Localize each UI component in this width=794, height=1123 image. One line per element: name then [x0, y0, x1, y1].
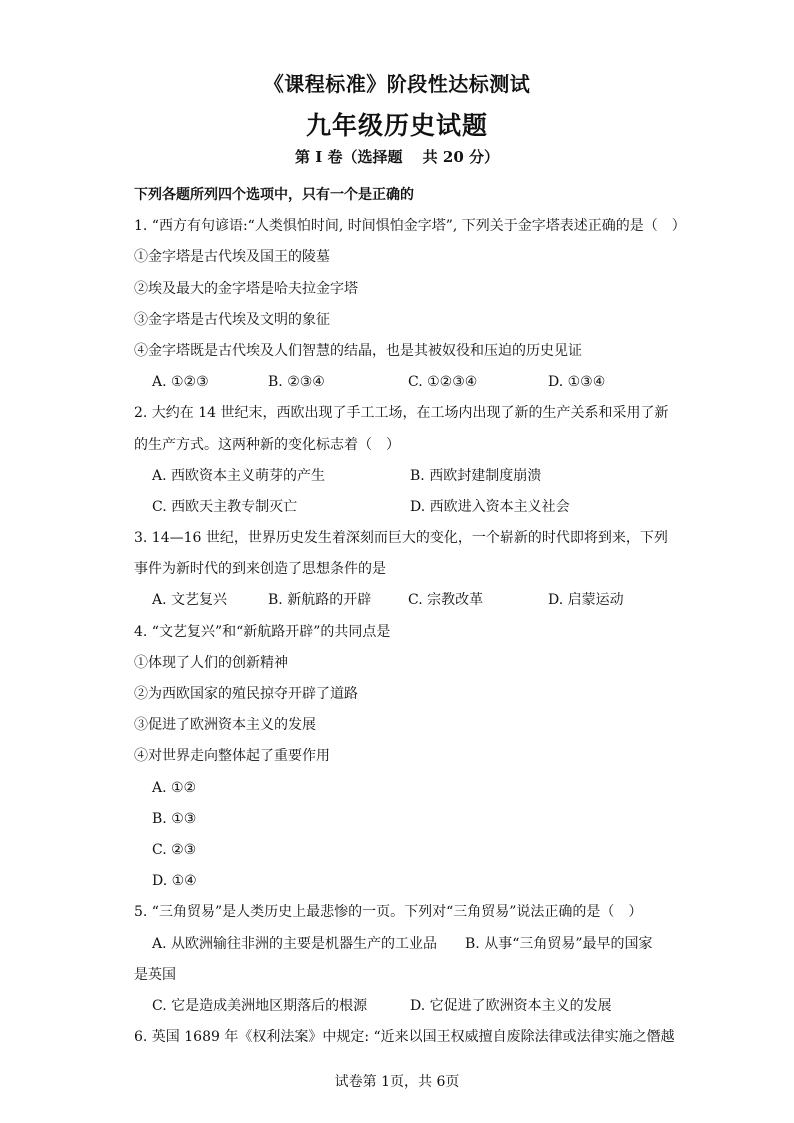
page-footer: 试卷第 1页，共 6页	[334, 1074, 460, 1090]
answer-options	[134, 589, 674, 620]
option-b[interactable]: B. 西欧封建制度崩溃	[410, 467, 542, 484]
statement: ②为西欧国家的殖民掠夺开辟了道路	[134, 686, 358, 702]
question-4	[134, 621, 674, 902]
option-c[interactable]: C. 它是造成美洲地区期落后的根源	[152, 997, 368, 1014]
option-b[interactable]: B. 新航路的开辟	[268, 592, 372, 609]
statement: ④金字塔既是古代埃及人们智慧的结晶，也是其被奴役和压迫的历史见证	[134, 342, 582, 359]
option-b[interactable]: B. ①③	[152, 810, 197, 827]
answer-options	[134, 496, 674, 527]
statement: ①体现了人们的创新精神	[134, 654, 288, 671]
option-a[interactable]: A. ①②③	[152, 374, 209, 391]
option-a[interactable]: A. ①②	[152, 779, 197, 796]
statement: ③促进了欧洲资本主义的发展	[134, 717, 316, 734]
question-stem: 6. 英国 1689 年《权利法案》中规定: “近来以国王权威擅自废除法律或法律实施之僭越	[134, 1029, 675, 1046]
question-5	[134, 901, 674, 1026]
statement: ②埃及最大的金字塔是哈夫拉金字塔	[134, 280, 358, 297]
question-stem: 4. “文艺复兴”和“新航路开辟”的共同点是	[134, 623, 391, 640]
option-a[interactable]: A. 西欧资本主义萌芽的产生	[152, 467, 326, 484]
question-stem: 2. 大约在 14 世纪末，西欧出现了手工工场，在工场内出现了新的生产关系和采用了新	[134, 405, 669, 422]
statement: ③金字塔是古代埃及文明的象征	[134, 311, 330, 328]
question-stem: 5. “三角贸易”是人类历史上最悲惨的一页。下列对“三角贸易”说法正确的是（ ）	[134, 904, 643, 921]
question-stem: 的生产方式。这两种新的变化标志着（ ）	[134, 436, 400, 453]
answer-options	[134, 371, 674, 402]
instructions: 下列各题所列四个选项中，只有一个是正确的	[134, 187, 414, 203]
question-2	[134, 402, 674, 527]
statement: ①金字塔是古代埃及国王的陵墓	[134, 249, 330, 266]
question-list	[134, 184, 686, 1057]
option-b-continued: 是英国	[134, 966, 176, 983]
option-d[interactable]: D. 西欧进入资本主义社会	[410, 498, 570, 515]
option-c[interactable]: C. 西欧天主教专制灭亡	[152, 498, 298, 515]
section-title: 第 I 卷（选择题 共 20 分）	[294, 148, 499, 166]
question-1	[134, 215, 686, 402]
option-c[interactable]: C. 宗教改革	[408, 592, 484, 609]
question-stem: 3. 14—16 世纪，世界历史发生着深刻而巨大的变化，一个崭新的时代即将到来，下列	[134, 530, 668, 547]
option-d[interactable]: D. ①③④	[548, 374, 606, 391]
option-b[interactable]: B. ②③④	[268, 374, 325, 391]
answer-options	[134, 465, 674, 496]
option-d[interactable]: D. ①④	[152, 873, 197, 890]
exam-title: 九年级历史试题	[305, 111, 488, 140]
option-d[interactable]: D. 启蒙运动	[548, 592, 624, 609]
answer-options	[134, 995, 674, 1026]
option-c[interactable]: C. ②③	[152, 841, 197, 858]
option-c[interactable]: C. ①②③④	[408, 374, 478, 391]
question-stem: 1. “西方有句谚语:“人类惧怕时间, 时间惧怕金字塔”, 下列关于金字塔表述正确的是（ ）	[134, 218, 686, 235]
option-a[interactable]: A. 文艺复兴	[152, 592, 228, 609]
series-title: 《课程标准》阶段性达标测试	[263, 72, 531, 96]
statement: ④对世界走向整体起了重要作用	[134, 748, 330, 765]
question-3	[134, 527, 674, 621]
option-a-b[interactable]: A. 从欧洲输往非洲的主要是机器生产的工业品 B. 从事“三角贸易”最早的国家	[152, 935, 653, 952]
question-6	[134, 1026, 674, 1057]
question-stem: 事件为新时代的到来创造了思想条件的是	[134, 561, 386, 578]
option-d[interactable]: D. 它促进了欧洲资本主义的发展	[410, 997, 612, 1014]
